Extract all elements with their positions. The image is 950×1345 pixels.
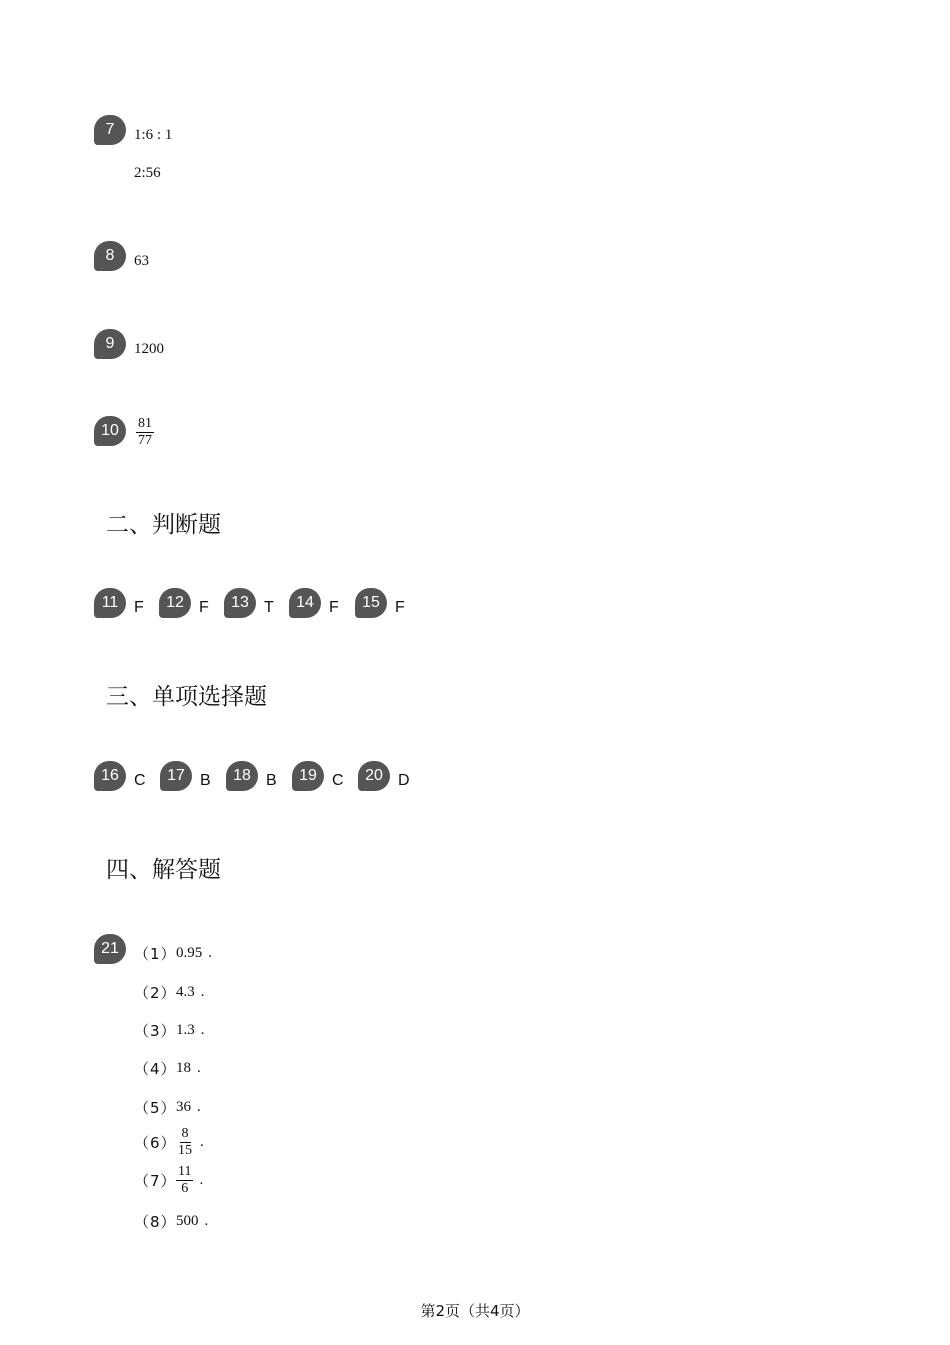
part-value: 0.95 xyxy=(176,945,203,961)
question-number-badge: 18 xyxy=(226,761,258,791)
part-label: （6） xyxy=(134,1134,177,1152)
part-label: （8） xyxy=(134,1213,177,1231)
fraction-numerator: 8 xyxy=(181,1126,189,1141)
q21-part-5 xyxy=(134,1097,201,1118)
period: . xyxy=(200,984,205,1000)
question-7 xyxy=(94,115,172,145)
answer-value: F xyxy=(329,599,339,616)
part-value: 18 xyxy=(176,1060,191,1076)
fraction xyxy=(136,416,154,449)
answer-value: 63 xyxy=(134,253,149,269)
q21-part-8 xyxy=(134,1211,208,1232)
question-number-badge: 20 xyxy=(358,761,390,791)
answer-line-2: 2:56 xyxy=(134,165,161,181)
question-number-badge: 17 xyxy=(160,761,192,791)
part-label: （2） xyxy=(134,984,177,1002)
question-number-badge: 11 xyxy=(94,588,126,618)
answer-value: T xyxy=(264,599,274,616)
part-label: （4） xyxy=(134,1060,177,1078)
part-label: （5） xyxy=(134,1099,177,1117)
question-number-badge: 12 xyxy=(159,588,191,618)
question-number-badge: 21 xyxy=(94,934,126,964)
question-15 xyxy=(355,588,420,618)
period: . xyxy=(208,945,212,961)
period: . xyxy=(199,1172,204,1188)
question-number-badge: 16 xyxy=(94,761,126,791)
fraction-numerator: 11 xyxy=(178,1164,192,1179)
question-21 xyxy=(94,934,126,964)
question-12 xyxy=(159,588,224,618)
answer-value: F xyxy=(134,599,144,616)
q21-part-1 xyxy=(134,943,212,964)
period: . xyxy=(197,1060,201,1076)
question-number-badge: 9 xyxy=(94,329,126,359)
question-16 xyxy=(94,761,160,791)
part-label: （1） xyxy=(134,945,177,963)
period: . xyxy=(200,1022,205,1038)
answer-value: 1200 xyxy=(134,341,164,357)
choice-answers xyxy=(94,761,424,791)
question-18 xyxy=(226,761,292,791)
question-8 xyxy=(94,241,149,271)
section-heading-solutions: 四、解答题 xyxy=(106,857,221,883)
page-footer: 第2页（共4页） xyxy=(420,1302,530,1320)
q21-part-3 xyxy=(134,1020,205,1041)
question-number-badge: 13 xyxy=(224,588,256,618)
fraction-denominator: 15 xyxy=(178,1143,192,1158)
question-number-badge: 10 xyxy=(94,416,126,446)
question-number-badge: 8 xyxy=(94,241,126,271)
judgement-answers xyxy=(94,588,420,618)
answer-value: D xyxy=(398,772,410,789)
part-label: （3） xyxy=(134,1022,177,1040)
part-value: 36 xyxy=(176,1099,191,1115)
fraction-denominator: 6 xyxy=(181,1181,189,1196)
question-14 xyxy=(289,588,355,618)
q21-part-2 xyxy=(134,982,205,1003)
question-10 xyxy=(94,416,154,449)
period: . xyxy=(204,1213,209,1229)
answer-value: C xyxy=(134,772,146,789)
part-label: （7） xyxy=(134,1172,177,1190)
fraction-denominator: 77 xyxy=(138,433,152,448)
question-number-badge: 15 xyxy=(355,588,387,618)
fraction xyxy=(176,1164,193,1197)
answer-line-1: 1:6 : 1 xyxy=(134,127,173,143)
section-heading-judgement: 二、判断题 xyxy=(106,512,221,538)
q21-part-6 xyxy=(134,1126,204,1159)
fraction xyxy=(176,1126,194,1159)
question-19 xyxy=(292,761,358,791)
answer-value: B xyxy=(266,772,277,789)
question-13 xyxy=(224,588,289,618)
question-20 xyxy=(358,761,424,791)
answer-value: F xyxy=(199,599,209,616)
question-9 xyxy=(94,329,164,359)
q21-part-7 xyxy=(134,1164,203,1197)
period: . xyxy=(200,1134,204,1150)
fraction-numerator: 81 xyxy=(138,416,152,431)
part-value: 4.3 xyxy=(176,984,195,1000)
period: . xyxy=(197,1099,201,1115)
answer-value: C xyxy=(332,772,344,789)
question-number-badge: 14 xyxy=(289,588,321,618)
part-value: 500 xyxy=(176,1213,199,1229)
answer-value: F xyxy=(395,599,405,616)
part-value: 1.3 xyxy=(176,1022,195,1038)
question-number-badge: 19 xyxy=(292,761,324,791)
question-11 xyxy=(94,588,159,618)
q21-part-4 xyxy=(134,1058,201,1079)
question-number-badge: 7 xyxy=(94,115,126,145)
section-heading-choice: 三、单项选择题 xyxy=(106,684,267,710)
answer-value: B xyxy=(200,772,211,789)
question-17 xyxy=(160,761,226,791)
